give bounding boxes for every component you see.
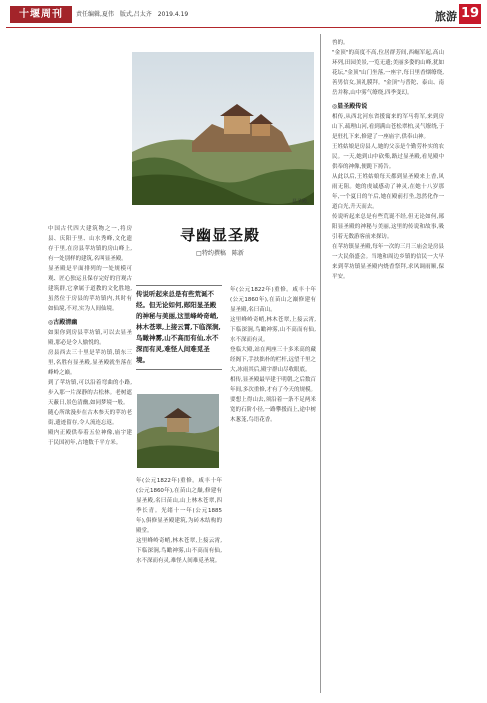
paragraph: 这里峰岭奇峭,林木苍翠,上接云霄,下临深涧,鸟瞰神雾,山不高而有仙,水不深而有灵,难怪人间难觅圣境。 [136,538,222,564]
paragraph: 兽的。 [332,40,349,46]
paragraph: 传说听起来总是有些荒诞不经,但无论如何,郧阳显圣殿的神秘与美丽,这里的传说和故事,吸引着无数游客前来探访。 [332,214,444,240]
inset-photo [137,394,219,468]
paragraph: 到了苹坊镇,可以沿着弯曲的小路,步入那一片深静的古松林。老树遮天蔽日,景色清幽,如同梦境一般。 [48,380,132,406]
page-header [0,0,487,30]
photo-caption: 显圣殿。 [292,199,313,205]
layout-credit: 版式,吕太齐 [119,11,152,18]
paragraph: 在苹坊镇显圣殿,每年一次的三月三庙会是房县一大民俗盛会。当地和周边乡镇的信民一大早来到苹坊镇显圣殿内烧香祭拜,求风调雨顺,保平安。 [332,244,444,280]
paragraph: 要想上得山去,须沿着一条不足两米宽的石阶小径,一路攀援而上,途中树木葱茏,鸟语花香。 [230,397,316,423]
paragraph: 随心所欲漫步在古木参天的苹坊老街,遗迹留存,令人流连忘返。 [48,410,132,426]
paragraph: 王姓姑娘是房县人,她的父亲是个勤劳朴实的农民。一天,她到山中砍柴,路过显圣殿,看见殿中供奉的神像,便跪下祷告。 [332,144,444,170]
issue-date: 2019.4.19 [157,11,189,18]
header-info [76,9,192,18]
article-byline: □特约撰稿 陈新 [196,250,244,257]
paragraph: 中国古代四大建筑物之一,将房县、庆阳于里、山水秀峰,文化遗存于里,在房县苹坊镇的房山峰上,有一处别样的建筑,名叫显圣殿。 [48,226,132,262]
paragraph: 房县西去三十里是苹坊镇,镇东三里,名胜有显圣殿,显圣殿就坐落在峰岭之巅。 [48,350,132,376]
column-2 [136,476,222,696]
editor-credit: 责任编辑,夏伟 [76,11,114,18]
paragraph: 从此以后,王姓姑娘每天都到显圣殿来上香,风雨无阻。她的虔诚感动了神灵,在她十八岁那年,一个夏日的午后,她在殿前打坐,忽然化作一道白光,升天而去。 [332,174,444,210]
article-title: 寻幽显圣殿 [179,226,260,244]
column-1 [48,224,132,694]
paragraph: 登临大殿,站在两座三十多米高的藏经阁下,手扶拙朴的栏杆,远望千里之大,冰雨其后,殿宇群山尽收眼底。 [230,347,316,373]
section-title: 旅游 [435,10,457,23]
paragraph: 如果你到房县苹坊镇,可以去显圣殿,那必是令人愉悦的。 [48,330,132,346]
paragraph: 年(公元1822年)重修。咸丰十年(公元1860年),在苗山之巅,修建有显圣殿,名曰苗山,山上林木苍翠,四季长青。光绪十一年(公元1885年),俱修显圣殿建筑,为砖木结构的殿堂。 [136,478,222,534]
column-divider [320,34,321,693]
main-photo [132,52,314,205]
paragraph: 显圣殿是平面排列的一处规模可观、匠心独运且保存完好的宫观古建筑群,它拿属于道教的文化胜地,虽然位于房县的苹坊镇内,其时有如仙境,不对,实为人间仙境。 [48,266,132,312]
paragraph: 殿内正殿供奉着五位神像,庙宇建于民国初年,占地数千平方米。 [48,430,132,446]
column-3 [230,285,316,695]
column-4 [332,38,444,694]
masthead: 十堰周刊 [10,6,72,23]
paragraph: 相传,从西北河东省援寓来的军马将军,来到房山下,疏理山河,看到满山苍松翠柏,灵气缭绕,于是驻扎下来,修建了一座庙宇,供奉山神。 [332,114,444,140]
page-number: 19 [459,4,481,24]
pull-quote: 传说听起来总是有些荒诞不经。但无论如何,郧阳显圣殿的神秘与美丽,这里峰岭奇峭,林木苍翠,上接云霄,下临深涧,鸟瞰神雾,山不高而有仙,水不深而有灵,难怪人间难觅圣境。 [136,285,222,370]
paragraph: 这里峰岭奇峭,林木苍翠,上接云霄,下临深涧,鸟瞰神雾,山不高而有仙,水不深而有灵。 [230,317,316,343]
paragraph: "金顶"的高度不高,位居群芳间,西崛军起,高山环列,田园美景,一览无遗;美丽多姿的山峰,犹如花坛,"金顶"山门坐落,一座宇,每日里香烟缭绕,善男信女,顶礼膜拜。"金顶"与普陀、泰山、南岳并称,山中雾气缭绕,四季变幻。 [332,50,444,96]
subheading: ◎古殿清幽 [48,319,78,326]
paragraph: 相传,显圣殿最早建于明朝,之后数百年间,多次重修,才有了今天的规模。 [230,377,316,393]
paragraph: 年(公元1822年)重修。咸丰十年(公元1860年),在苗山之巅修建有显圣殿,名曰苗山。 [230,287,316,313]
subheading: ◎显圣殿传说 [332,103,368,110]
header-rule [6,27,481,28]
